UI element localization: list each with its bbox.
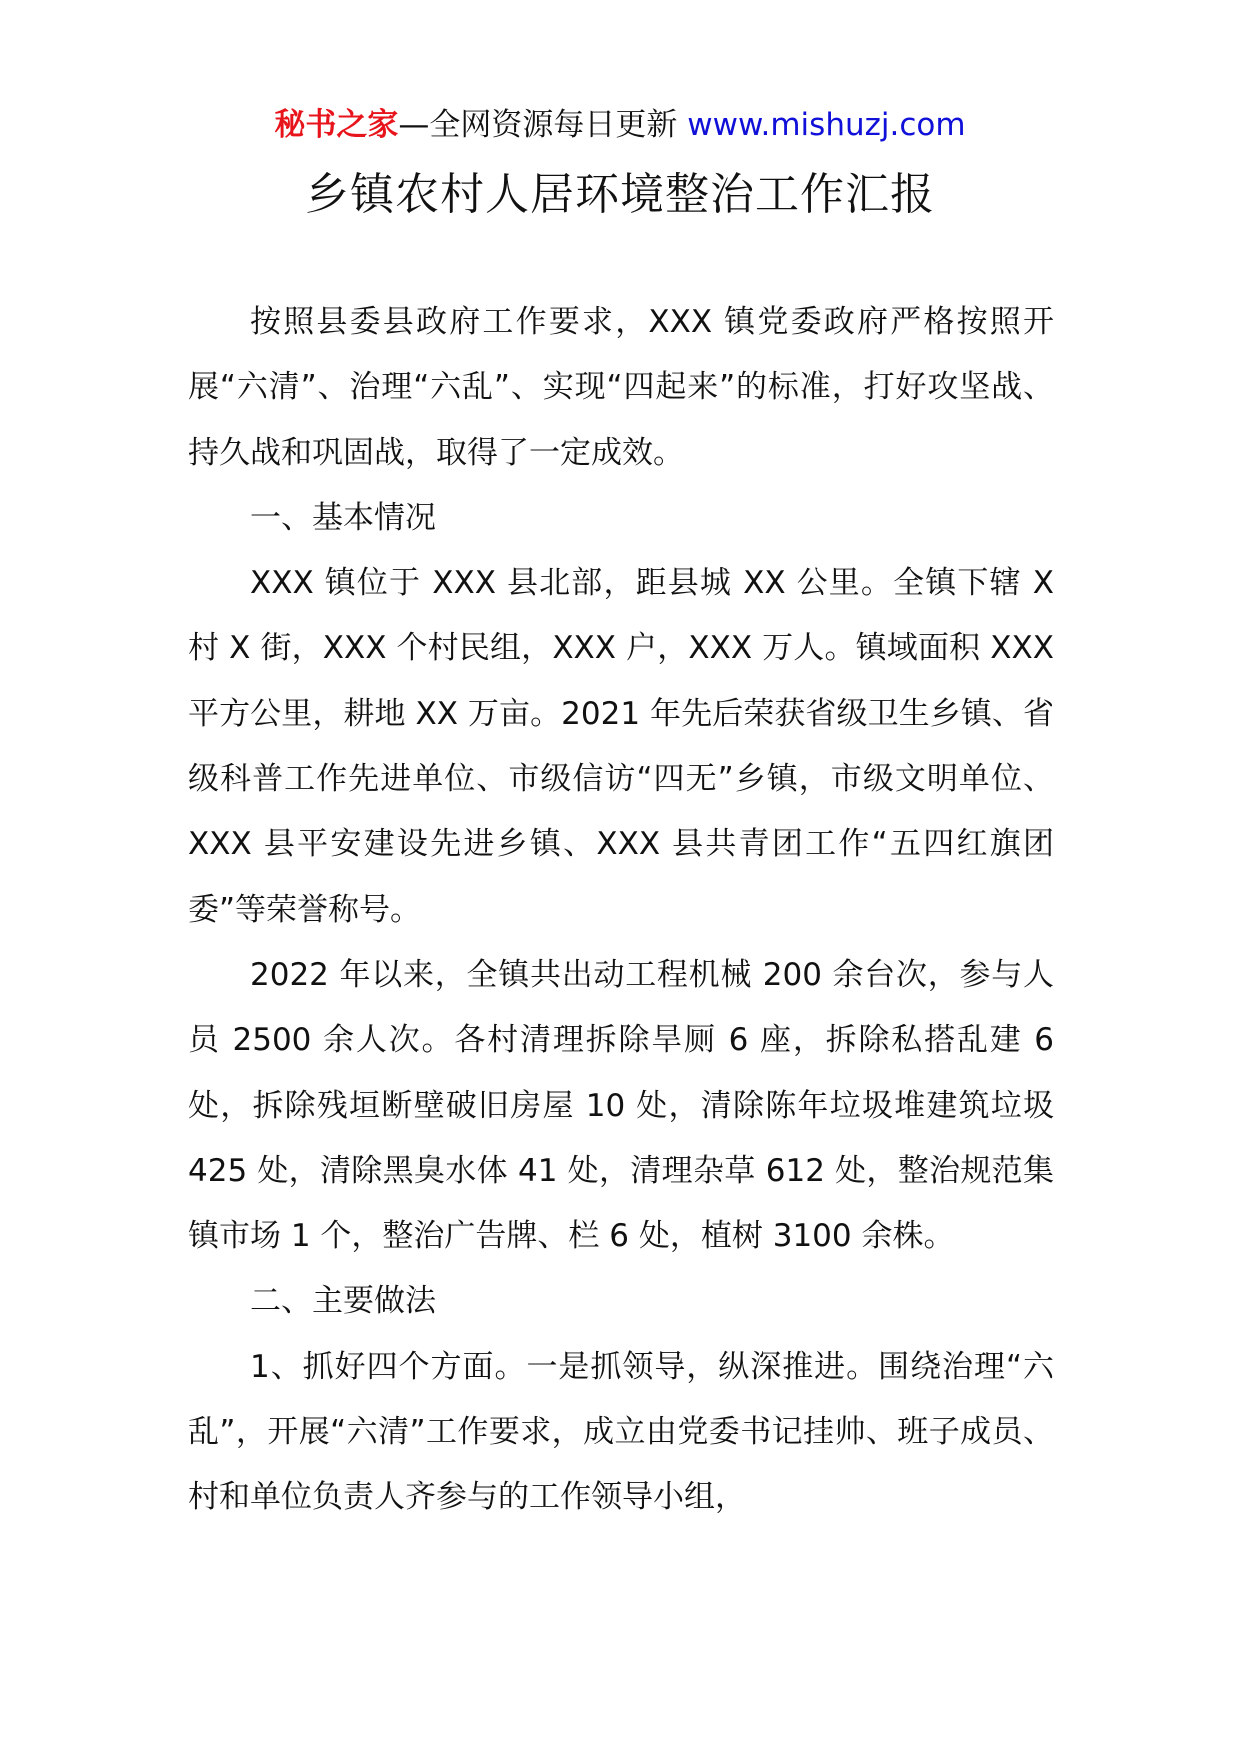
banner-tagline: —全网资源每日更新 <box>398 107 678 143</box>
methods-paragraph: 1、抓好四个方面。一是抓领导，纵深推进。围绕治理“六乱”，开展“六清”工作要求，成立由党委书记挂帅、班子成员、村和单位负责人齐参与的工作领导小组， <box>188 1348 1054 1516</box>
document-title: 乡镇农村人居环境整治工作汇报 <box>305 169 935 220</box>
site-url-link[interactable]: www.mishuzj.com <box>687 107 966 143</box>
results-paragraph: 2022 年以来，全镇共出动工程机械 200 余台次，参与人员 2500 余人次。各村清理拆除旱厕 6 座，拆除私搭乱建 6 处，拆除残垣断壁破旧房屋 10 处，清除陈年垃圾堆建筑垃圾 425 处，清除黑臭水体 41 处，清理杂草 612 处，整治规范集镇市场 1 个，整治广告牌、栏 6 处，植树 3100 余株。 <box>188 956 1054 1255</box>
basic-info-paragraph: XXX 镇位于 XXX 县北部，距县城 XX 公里。全镇下辖 X 村 X 街，XXX 个村民组，XXX 户，XXX 万人。镇域面积 XXX 平方公里，耕地 XX 万亩。2021 年先后荣获省级卫生乡镇、省级科普工作先进单位、市级信访“四无”乡镇，市级文明单位、XXX 县平安建设先进乡镇、XXX 县共青团工作“五四红旗团委”等荣誉称号。 <box>188 565 1054 928</box>
section-heading-basic: 一、基本情况 <box>250 499 436 536</box>
site-banner <box>0 100 1240 150</box>
document-body <box>188 290 1054 1531</box>
brand-name: 秘书之家 <box>274 107 399 143</box>
intro-paragraph: 按照县委县政府工作要求，XXX 镇党委政府严格按照开展“六清”、治理“六乱”、实现“四起来”的标准，打好攻坚战、持久战和巩固战，取得了一定成效。 <box>188 304 1054 471</box>
section-heading-methods: 二、主要做法 <box>250 1283 436 1320</box>
